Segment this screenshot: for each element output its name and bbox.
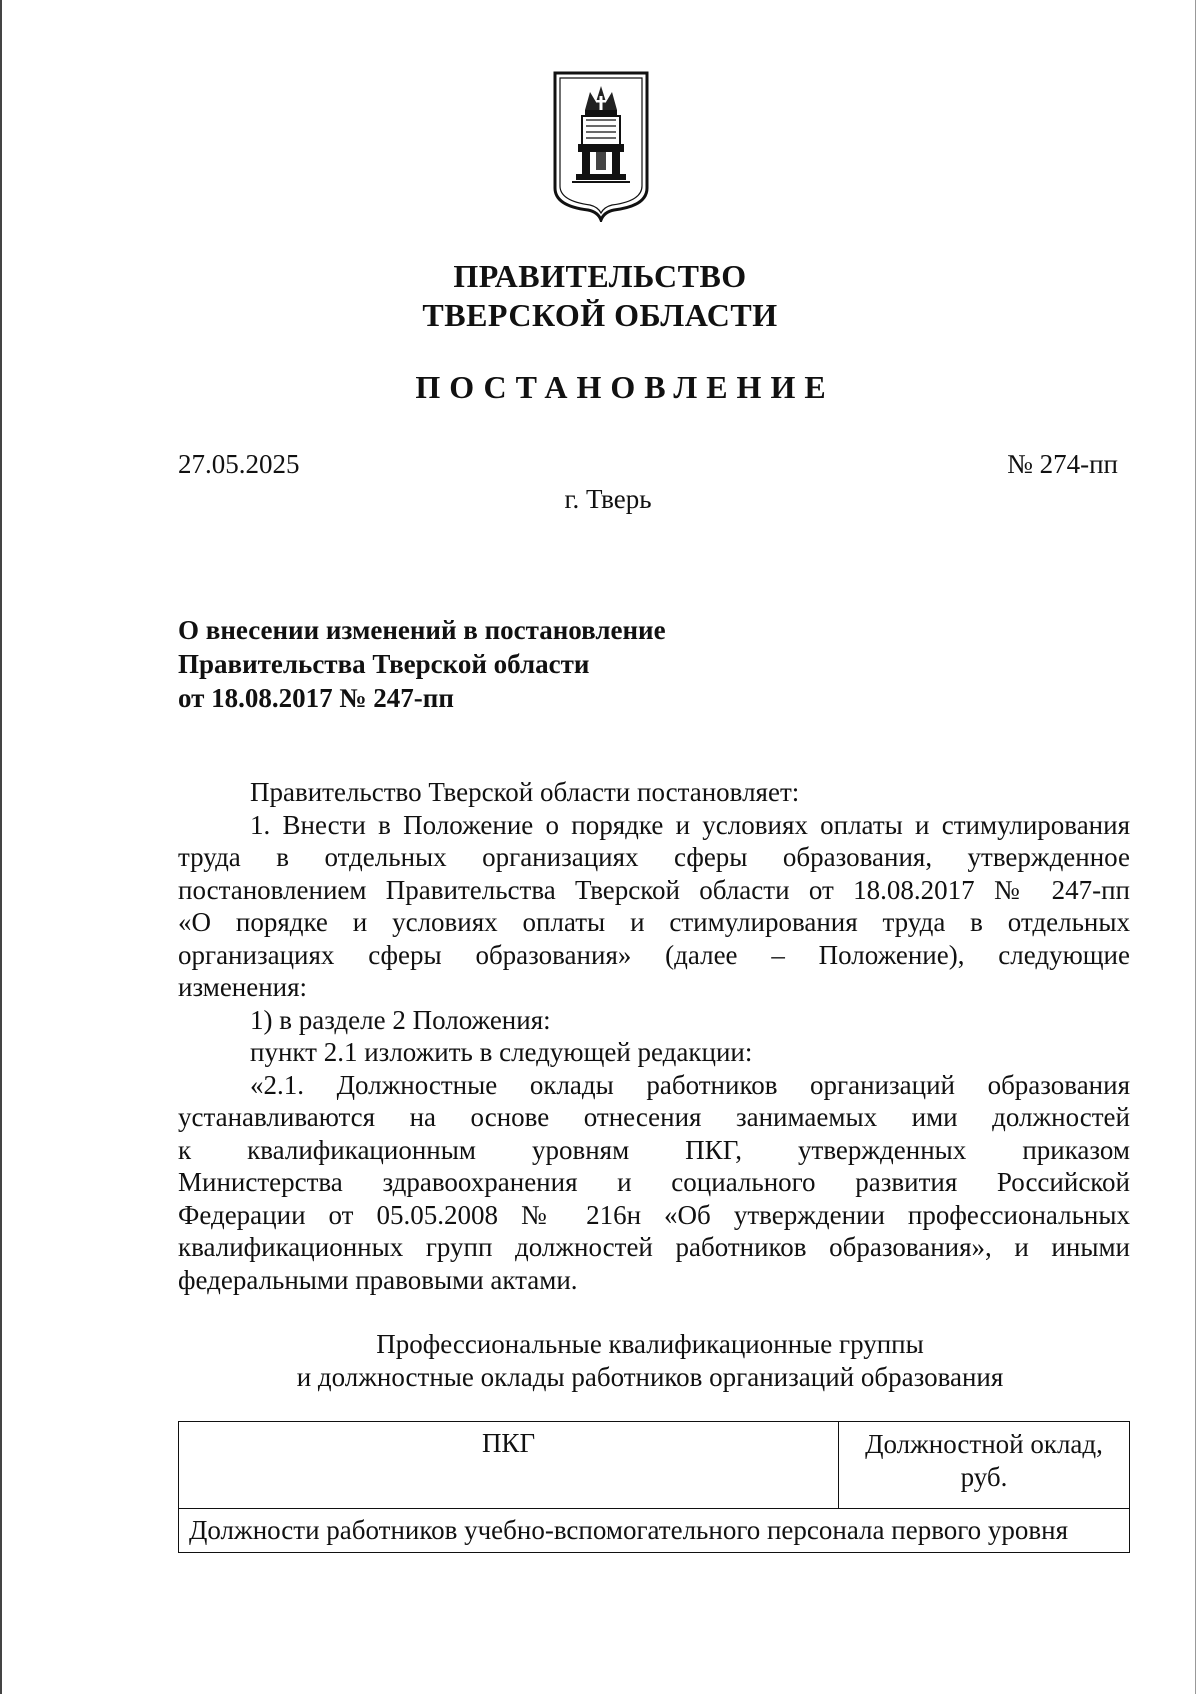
scan-edge-mark: [0, 0, 2, 1694]
text-line: квалификационных групп должностей работников образования», и иными: [178, 1232, 1130, 1262]
intro-paragraph: Правительство Тверской области постановляет:: [250, 777, 800, 807]
document-subject: [178, 613, 666, 715]
header-cell-salary: Должностной оклад, руб.: [839, 1422, 1130, 1509]
item-1: 1) в разделе 2 Положения:: [250, 1004, 551, 1035]
paragraph-1: [178, 809, 1130, 1004]
text-line: «О порядке и условиях оплаты и стимулирования труда в отдельных: [178, 907, 1130, 937]
caption-line: и должностные оклады работников организаций образования: [296, 1362, 1004, 1392]
document-number: № 274-пп: [1007, 449, 1118, 479]
header-cell-pkg: ПКГ: [179, 1422, 839, 1509]
text-line: федеральными правовыми актами.: [178, 1264, 578, 1295]
org-name-line-1: ПРАВИТЕЛЬСТВО: [453, 258, 747, 294]
text-line: «2.1. Должностные оклады работников организаций образования: [250, 1069, 1130, 1100]
group-row-cell: Должности работников учебно-вспомогательного персонала первого уровня: [179, 1509, 1130, 1553]
subject-line: от 18.08.2017 № 247-пп: [178, 683, 454, 713]
table-row: [179, 1509, 1130, 1553]
salary-table: [178, 1421, 1130, 1553]
text-line: к квалификационным уровням ПКГ, утвержденных приказом: [178, 1134, 1130, 1165]
document-type-title: ПОСТАНОВЛЕНИЕ: [415, 369, 835, 405]
document-city: г. Тверь: [564, 484, 652, 514]
text-line: 1. Внести в Положение о порядке и условиях оплаты и стимулирования: [250, 809, 1130, 840]
table-caption: [0, 1328, 1200, 1394]
scan-edge-mark: [1195, 0, 1196, 1694]
text-line: устанавливаются на основе отнесения занимаемых ими должностей: [178, 1102, 1130, 1132]
text-line: организациях сферы образования» (далее – Положение), следующие: [178, 939, 1130, 970]
document-body: [178, 776, 1130, 1296]
caption-line: Профессиональные квалификационные группы: [376, 1329, 924, 1359]
text-line: изменения:: [178, 972, 308, 1002]
paragraph-2-1: [178, 1069, 1130, 1297]
text-line: труда в отдельных организациях сферы образования, утвержденное: [178, 842, 1130, 872]
subject-line: О внесении изменений в постановление: [178, 615, 666, 645]
text-line: постановлением Правительства Тверской области от 18.08.2017 № 247-пп: [178, 874, 1130, 905]
item-1-sub: пункт 2.1 изложить в следующей редакции:: [250, 1037, 753, 1067]
text-line: Министерства здравоохранения и социального развития Российской: [178, 1167, 1130, 1197]
text-line: Федерации от 05.05.2008 № 216н «Об утверждении профессиональных: [178, 1199, 1130, 1230]
document-date: 27.05.2025: [178, 449, 300, 479]
coat-of-arms-emblem: [552, 70, 650, 222]
org-name-line-2: ТВЕРСКОЙ ОБЛАСТИ: [422, 297, 778, 333]
table-header-row: [179, 1422, 1130, 1509]
subject-line: Правительства Тверской области: [178, 649, 590, 679]
